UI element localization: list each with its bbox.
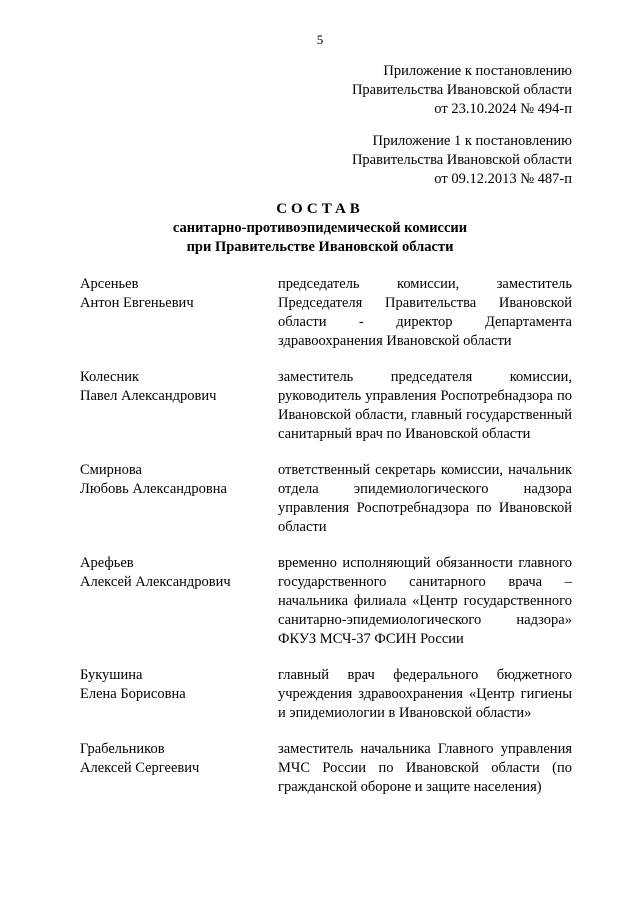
member-role: главный врач федерального бюджетного учреждения здравоохранения «Центр гигиены и эпидемиологии в Ивановской области» bbox=[278, 667, 572, 721]
member-name bbox=[80, 461, 278, 537]
appendix-reference-original bbox=[352, 132, 572, 189]
title-subtitle-line: санитарно-противоэпидемической комиссии bbox=[172, 220, 468, 236]
member-name bbox=[80, 368, 278, 444]
page-number: 5 bbox=[316, 32, 324, 47]
appendix-reference-current bbox=[352, 62, 572, 119]
member-row bbox=[80, 666, 572, 723]
member-given-name: Елена Борисовна bbox=[80, 686, 186, 702]
member-surname: Смирнова bbox=[80, 462, 142, 478]
member-name bbox=[80, 740, 278, 797]
member-row bbox=[80, 368, 572, 444]
member-name bbox=[80, 666, 278, 723]
document-title bbox=[0, 200, 640, 257]
member-surname: Арефьев bbox=[80, 555, 134, 571]
member-role: председатель комиссии, заместитель Председателя Правительства Ивановской области - директор Департамента здравоохранения Ивановской области bbox=[278, 276, 572, 349]
member-row bbox=[80, 275, 572, 351]
member-name bbox=[80, 554, 278, 649]
title-subtitle-line: при Правительстве Ивановской области bbox=[186, 239, 454, 255]
member-role: временно исполняющий обязанности главного государственного санитарного врача – начальника филиала «Центр государственного санитарно-эпидемиологического надзора» ФКУЗ МСЧ-37 ФСИН России bbox=[278, 555, 572, 647]
member-name bbox=[80, 275, 278, 351]
appendix-line: Приложение 1 к постановлению bbox=[372, 133, 572, 149]
member-role: ответственный секретарь комиссии, начальник отдела эпидемиологического надзора управления Роспотребнадзора по Ивановской области bbox=[278, 462, 572, 535]
member-surname: Букушина bbox=[80, 667, 143, 683]
appendix-line: от 09.12.2013 № 487-п bbox=[434, 171, 572, 187]
appendix-line: Правительства Ивановской области bbox=[351, 152, 572, 168]
member-given-name: Павел Александрович bbox=[80, 388, 217, 404]
appendix-line: Правительства Ивановской области bbox=[351, 82, 572, 98]
member-given-name: Алексей Александрович bbox=[80, 574, 231, 590]
commission-members-list bbox=[80, 275, 572, 814]
member-role: заместитель начальника Главного управления МЧС России по Ивановской области (по гражданской обороне и защите населения) bbox=[278, 741, 572, 795]
member-given-name: Любовь Александровна bbox=[80, 481, 227, 497]
member-surname: Грабельников bbox=[80, 741, 165, 757]
member-given-name: Антон Евгеньевич bbox=[80, 295, 194, 311]
appendix-line: от 23.10.2024 № 494-п bbox=[434, 101, 572, 117]
member-row bbox=[80, 461, 572, 537]
member-surname: Арсеньев bbox=[80, 276, 139, 292]
appendix-line: Приложение к постановлению bbox=[383, 63, 572, 79]
title-main: СОСТАВ bbox=[276, 201, 364, 217]
member-row bbox=[80, 740, 572, 797]
member-given-name: Алексей Сергеевич bbox=[80, 760, 200, 776]
member-role: заместитель председателя комиссии, руководитель управления Роспотребнадзора по Ивановской области, главный государственный санитарный врач по Ивановской области bbox=[278, 369, 572, 442]
member-surname: Колесник bbox=[80, 369, 140, 385]
member-row bbox=[80, 554, 572, 649]
